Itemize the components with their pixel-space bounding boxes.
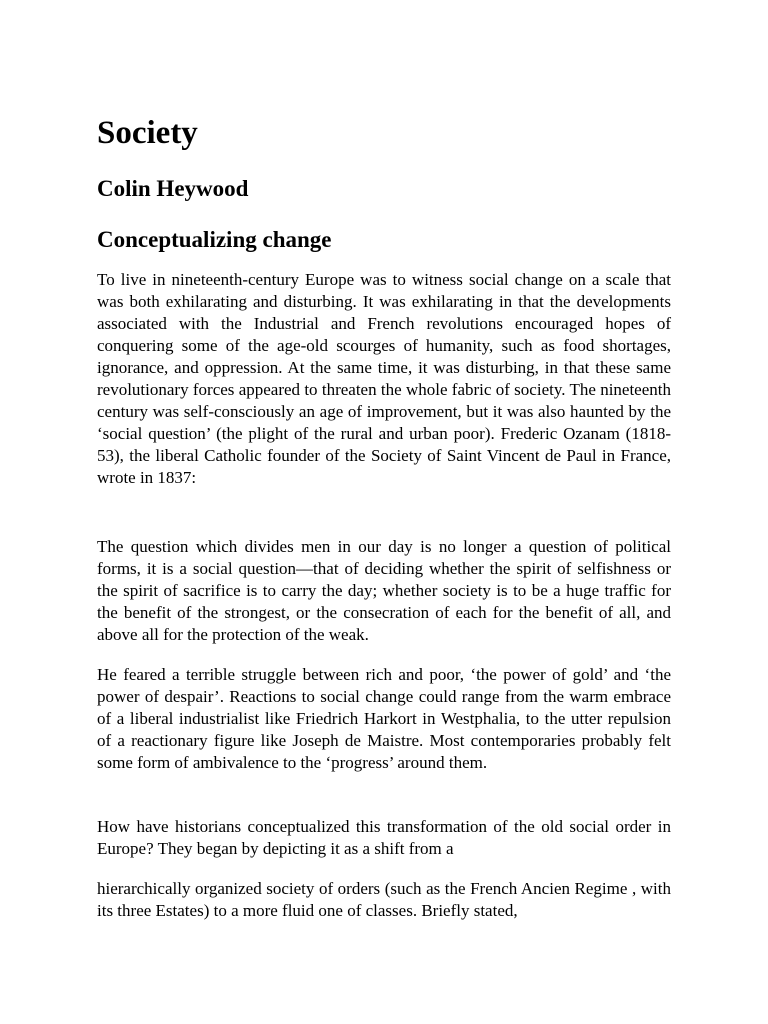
paragraph-society-of-orders: hierarchically organized society of orders (such as the French Ancien Regime , with its three Estates) to a more fluid one of classes. Briefly stated,	[97, 879, 671, 920]
paragraph-historians: How have historians conceptualized this transformation of the old social order in Europe? They began by depicting it as a shift from a	[97, 817, 671, 858]
author-name: Colin Heywood	[97, 176, 249, 201]
paragraph-reactions: He feared a terrible struggle between rich and poor, ‘the power of gold’ and ‘the power of despair’. Reactions to social change could range from the warm embrace of a liberal industrialist like Friedrich Harkort in Westphalia, to the utter repulsion of a reactionary figure like Joseph de Maistre. Most contemporaries probably felt some form of ambivalence to the ‘progress’ around them.	[97, 665, 671, 772]
document-title: Society	[97, 115, 198, 151]
section-heading: Conceptualizing change	[97, 227, 332, 252]
paragraph-quotation: The question which divides men in our day is no longer a question of political forms, it is a social question—that of deciding whether the spirit of selfishness or the spirit of sacrifice is to carry the day; whether society is to be a huge traffic for the benefit of the strongest, or the consecration of each for the benefit of all, and above all for the protection of the weak.	[97, 537, 671, 644]
paragraph-intro: To live in nineteenth-century Europe was to witness social change on a scale that was both exhilarating and disturbing. It was exhilarating in that the developments associated with the Industrial and French revolutions encouraged hopes of conquering some of the age-old scourges of humanity, such as food shortages, ignorance, and oppression. At the same time, it was disturbing, in that these same revolutionary forces appeared to threaten the whole fabric of society. The nineteenth century was self-consciously an age of improvement, but it was also haunted by the ‘social question’ (the plight of the rural and urban poor). Frederic Ozanam (1818-53), the liberal Catholic founder of the Society of Saint Vincent de Paul in France, wrote in 1837:	[97, 270, 671, 487]
